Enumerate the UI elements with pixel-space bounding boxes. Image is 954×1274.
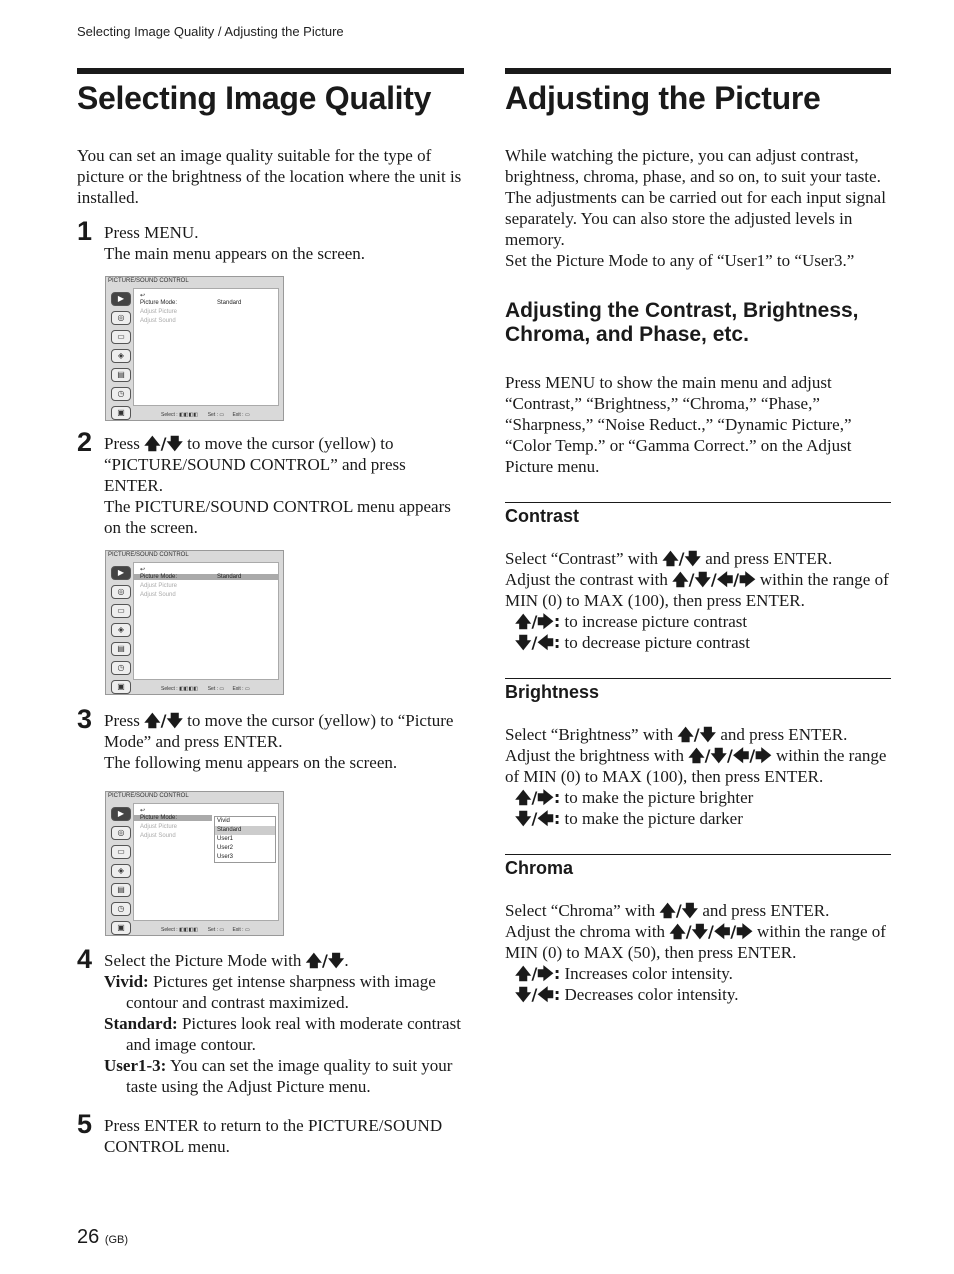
step-text: Press ENTER to return to the PICTURE/SOUND CONTROL menu. (104, 1116, 443, 1156)
title-rule (505, 68, 891, 74)
brightness-up: 🡅/🡆: to make the picture brighter (515, 788, 754, 807)
menu-icon: ◎ (111, 585, 131, 599)
step-2 (77, 427, 464, 538)
chroma-heading: Chroma (505, 858, 574, 878)
screen-title: PICTURE/SOUND CONTROL (108, 552, 189, 558)
return-icon: ↩ (140, 567, 146, 573)
picture-mode-row: Picture Mode: (134, 815, 212, 821)
step-number: 3 (77, 704, 93, 734)
return-icon: ↩ (140, 293, 146, 299)
contrast-heading: Contrast (505, 506, 580, 526)
step-text: Press (104, 711, 140, 730)
up-down-arrow-icon: 🡅/🡇 (305, 951, 345, 970)
menu-screenshot-2 (105, 550, 284, 695)
adjust-picture-row: Adjust Picture (140, 583, 178, 589)
option-user3: User3 (217, 854, 234, 860)
intro-text: While watching the picture, you can adjust contrast, brightness, chroma, phase, and so on, to suit your taste. The adjustments can be carried out for each input signal separately. You can also store the adjusted levels in memory. (505, 146, 886, 249)
adjust-sound-row: Adjust Sound (140, 833, 176, 839)
menu-icon: ▭ (111, 604, 131, 618)
up-down-arrow-icon: 🡅/🡇 (144, 711, 183, 730)
down-left-arrow-icon: 🡇/🡄: (515, 985, 561, 1004)
menu-icon: ◎ (111, 826, 131, 840)
up-right-arrow-icon: 🡅/🡆: (515, 964, 561, 983)
menu-icon: ◷ (111, 902, 131, 916)
left-column (77, 68, 464, 1157)
menu-icon: ▤ (111, 883, 131, 897)
menu-icon: ◷ (111, 661, 131, 675)
menu-screenshot-1 (105, 276, 284, 421)
picture-mode-row: Picture Mode: Standard (140, 300, 242, 306)
adjust-sound-row: Adjust Sound (140, 318, 176, 324)
menu-icon: ▤ (111, 642, 131, 656)
menu-icon: ▭ (111, 845, 131, 859)
option-user1: User1 (217, 836, 234, 842)
title-rule (77, 68, 464, 74)
menu-panel (133, 288, 279, 406)
up-down-arrow-icon: 🡅/🡇 (659, 901, 699, 920)
step-text: Select the Picture Mode with (104, 951, 302, 970)
menu-icon: ◈ (111, 623, 131, 637)
menu-icon: ▣ (111, 921, 131, 935)
picture-mode-dropdown (214, 816, 276, 863)
mode-vivid: Vivid: Pictures get intense sharpness with image contour and contrast maximized. (104, 972, 436, 1012)
menu-icon: ◷ (111, 387, 131, 401)
step-number: 5 (77, 1109, 93, 1139)
up-down-arrow-icon: 🡅/🡇 (677, 725, 717, 744)
step-4: 4 Select the Picture Mode with 🡅/🡇. Vivid: Pictures get intense sharpness with image contour and contrast maximized. Standard: Pictures look real with moderate contrast and image contour. User1-3: You can set the image quality to suit your taste using the Adjust Picture menu. (77, 950, 464, 1097)
chroma-down: 🡇/🡄: Decreases color intensity. (515, 985, 739, 1004)
contrast-down: 🡇/🡄: to decrease picture contrast (515, 633, 750, 652)
intro-text-2: Set the Picture Mode to any of “User1” to “User3.” (505, 251, 855, 270)
step-number: 4 (77, 944, 93, 974)
down-left-arrow-icon: 🡇/🡄: (515, 633, 561, 652)
menu-screenshot-3 (105, 791, 284, 936)
four-arrow-icon: 🡅/🡇/🡄/🡆 (688, 746, 772, 765)
step-result: The main menu appears on the screen. (104, 244, 366, 263)
step-5 (77, 1109, 464, 1157)
picture-sound-icon: ▶ (111, 292, 131, 306)
chroma-adjust: Adjust the chroma with 🡅/🡇/🡄/🡆 within the range of MIN (0) to MAX (50), then press ENTER. (505, 922, 886, 962)
menu-icon: ◈ (111, 349, 131, 363)
subsection-title: Adjusting the Contrast, Brightness, Chroma, and Phase, etc. (505, 299, 859, 346)
section-rule (505, 854, 891, 855)
subsection-intro: Press MENU to show the main menu and adjust “Contrast,” “Brightness,” “Chroma,” “Phase,” “Sharpness,” “Noise Reduct.,” “Dynamic Picture,” “Color Temp.” or “Gamma Correct.” on the Adjust Picture menu. (505, 373, 852, 476)
menu-icons (108, 289, 132, 425)
menu-icons (108, 563, 132, 699)
menu-icon: ▭ (111, 330, 131, 344)
contrast-up: 🡅/🡆: to increase picture contrast (515, 612, 748, 631)
step-number: 1 (77, 216, 93, 246)
adjust-picture-row: Adjust Picture (140, 309, 178, 315)
menu-icon: ▣ (111, 680, 131, 694)
section-rule (505, 678, 891, 679)
brightness-select: Select “Brightness” with 🡅/🡇 and press ENTER. (505, 725, 848, 744)
picture-sound-icon: ▶ (111, 566, 131, 580)
step-text: to move the cursor (yellow) to “PICTURE/SOUND CONTROL” and press ENTER. (104, 434, 406, 495)
intro-text: You can set an image quality suitable for the type of picture or the brightness of the location where the unit is installed. (77, 146, 462, 207)
up-down-arrow-icon: 🡅/🡇 (662, 549, 701, 568)
menu-icon: ▣ (111, 406, 131, 420)
chroma-select: Select “Chroma” with 🡅/🡇 and press ENTER. (505, 901, 830, 920)
right-column (505, 68, 891, 1005)
step-text: to move the cursor (yellow) to “Picture Mode” and press ENTER. (104, 711, 454, 751)
screen-footer: Select : ◧◧◧◧ Set : ▭ Exit : ▭ (161, 686, 250, 692)
adjust-picture-row: Adjust Picture (140, 824, 178, 830)
step-result: The following menu appears on the screen. (104, 753, 398, 772)
step-text: Press (104, 434, 140, 453)
step-number: 2 (77, 427, 93, 457)
up-down-arrow-icon: 🡅/🡇 (144, 434, 183, 453)
brightness-down: 🡇/🡄: to make the picture darker (515, 809, 743, 828)
option-standard: Standard (215, 826, 275, 835)
menu-icons (108, 804, 132, 940)
menu-panel (133, 803, 279, 921)
screen-footer: Select : ◧◧◧◧ Set : ▭ Exit : ▭ (161, 412, 250, 418)
four-arrow-icon: 🡅/🡇/🡄/🡆 (669, 922, 753, 941)
step-1 (77, 216, 464, 264)
return-icon: ↩ (140, 808, 146, 814)
four-arrow-icon: 🡅/🡇/🡄/🡆 (672, 570, 756, 589)
step-text: Press MENU. (104, 223, 199, 242)
down-left-arrow-icon: 🡇/🡄: (515, 809, 561, 828)
brightness-adjust: Adjust the brightness with 🡅/🡇/🡄/🡆 within the range of MIN (0) to MAX (100), then press ENTER. (505, 746, 887, 786)
page-number: 26 (GB) (77, 1226, 129, 1248)
step-result: The PICTURE/SOUND CONTROL menu appears on the screen. (104, 497, 451, 537)
step-3 (77, 704, 464, 773)
up-right-arrow-icon: 🡅/🡆: (515, 788, 561, 807)
section-title: Selecting Image Quality (77, 80, 432, 116)
section-title: Adjusting the Picture (505, 80, 821, 116)
mode-standard: Standard: Pictures look real with moderate contrast and image contour. (104, 1014, 461, 1054)
menu-icon: ▤ (111, 368, 131, 382)
running-header: Selecting Image Quality / Adjusting the Picture (77, 24, 344, 39)
up-right-arrow-icon: 🡅/🡆: (515, 612, 561, 631)
section-rule (505, 502, 891, 503)
adjust-sound-row: Adjust Sound (140, 592, 176, 598)
picture-sound-icon: ▶ (111, 807, 131, 821)
brightness-heading: Brightness (505, 682, 600, 702)
screen-title: PICTURE/SOUND CONTROL (108, 278, 189, 284)
contrast-adjust: Adjust the contrast with 🡅/🡇/🡄/🡆 within the range of MIN (0) to MAX (100), then press ENTER. (505, 570, 889, 610)
contrast-select: Select “Contrast” with 🡅/🡇 and press ENTER. (505, 549, 833, 568)
screen-footer: Select : ◧◧◧◧ Set : ▭ Exit : ▭ (161, 927, 250, 933)
menu-icon: ◎ (111, 311, 131, 325)
screen-title: PICTURE/SOUND CONTROL (108, 793, 189, 799)
menu-panel (133, 562, 279, 680)
mode-user: User1-3: You can set the image quality to suit your taste using the Adjust Picture menu. (104, 1056, 453, 1096)
option-vivid: Vivid (217, 818, 230, 824)
option-user2: User2 (217, 845, 234, 851)
picture-mode-row: Picture Mode: Standard (134, 574, 278, 580)
menu-icon: ◈ (111, 864, 131, 878)
chroma-up: 🡅/🡆: Increases color intensity. (515, 964, 733, 983)
